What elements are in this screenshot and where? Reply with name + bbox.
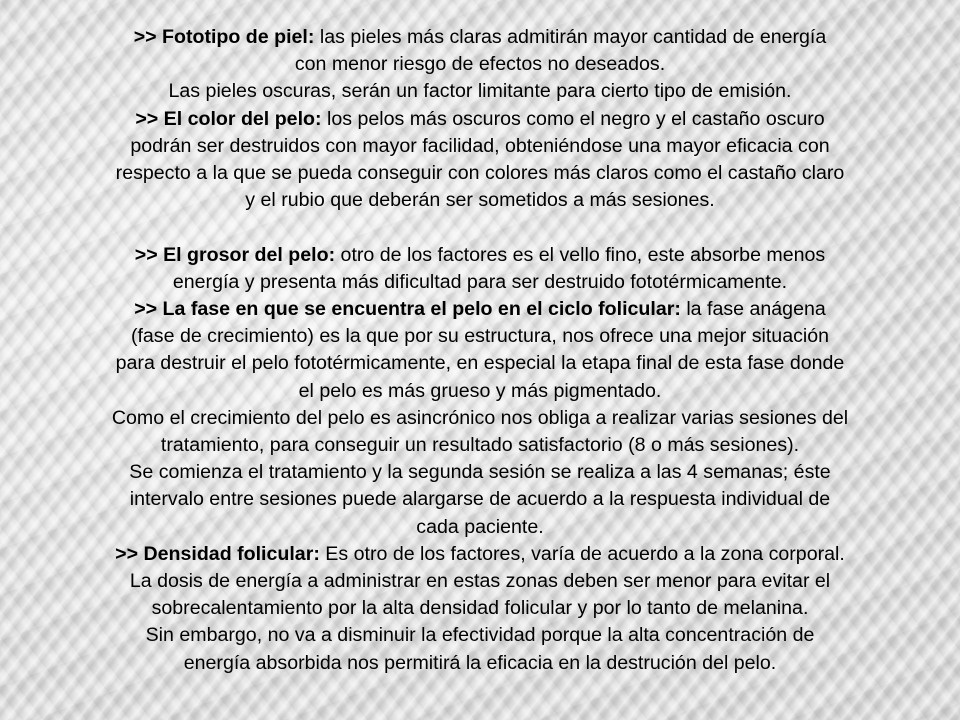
text-line: tratamiento, para conseguir un resultado satisfactorio (8 o más sesiones). bbox=[160, 434, 800, 457]
text-line bbox=[0, 541, 960, 568]
text-line: podrán ser destruidos con mayor facilidad, obteniéndose una mayor eficacia con bbox=[130, 134, 830, 157]
paragraph-fase-folicular bbox=[0, 296, 960, 541]
heading-grosor-pelo: >> El grosor del pelo: bbox=[134, 243, 336, 266]
text-span: otro de los factores es el vello fino, este absorbe menos bbox=[335, 243, 826, 266]
blank-line bbox=[0, 214, 960, 241]
text-line: intervalo entre sesiones puede alargarse de acuerdo a la respuesta individual de bbox=[129, 488, 831, 511]
text-line: Como el crecimiento del pelo es asincrónico nos obliga a realizar varias sesiones del bbox=[111, 406, 849, 429]
text-line bbox=[0, 242, 960, 269]
text-line: con menor riesgo de efectos no deseados. bbox=[294, 53, 666, 76]
paragraph-color-pelo bbox=[0, 106, 960, 215]
text-line: sobrecalentamiento por la alta densidad folicular y por lo tanto de melanina. bbox=[151, 597, 809, 620]
text-span: las pieles más claras admitirán mayor cantidad de energía bbox=[314, 26, 827, 48]
text-line: respecto a la que se pueda conseguir con colores más claros como el castaño claro bbox=[115, 162, 845, 185]
text-line: energía absorbida nos permitirá la eficacia en la destrución del pelo. bbox=[183, 651, 777, 674]
text-line: para destruir el pelo fototérmicamente, en especial la etapa final de esta fase donde bbox=[115, 352, 845, 375]
text-line: cada paciente. bbox=[416, 515, 544, 538]
heading-densidad-folicular: >> Densidad folicular: bbox=[115, 542, 320, 565]
text-line: energía y presenta más dificultad para ser destruido fototérmicamente. bbox=[172, 270, 788, 293]
text-span: la fase anágena bbox=[680, 298, 826, 321]
heading-fototipo: >> Fototipo de piel: bbox=[133, 26, 315, 48]
text-span: Es otro de los factores, varía de acuerdo a la zona corporal. bbox=[319, 542, 845, 565]
text-span: los pelos más oscuros como el negro y el castaño oscuro bbox=[321, 107, 825, 130]
paragraph-fototipo bbox=[0, 24, 960, 106]
paragraph-grosor-pelo bbox=[0, 242, 960, 296]
paragraph-densidad-folicular bbox=[0, 541, 960, 677]
text-line bbox=[0, 106, 960, 133]
text-line: y el rubio que deberán ser sometidos a más sesiones. bbox=[245, 189, 715, 212]
heading-color-pelo: >> El color del pelo: bbox=[135, 107, 322, 130]
text-line: el pelo es más grueso y más pigmentado. bbox=[298, 379, 662, 402]
text-line bbox=[0, 296, 960, 323]
text-line: Las pieles oscuras, serán un factor limitante para cierto tipo de emisión. bbox=[168, 80, 792, 103]
text-line: Se comienza el tratamiento y la segunda sesión se realiza a las 4 semanas; éste bbox=[129, 461, 831, 484]
text-line: (fase de crecimiento) es la que por su estructura, nos ofrece una mejor situación bbox=[130, 325, 830, 348]
text-line bbox=[0, 24, 960, 51]
text-line: La dosis de energía a administrar en estas zonas deben ser menor para evitar el bbox=[129, 570, 831, 593]
text-line: Sin embargo, no va a disminuir la efectividad porque la alta concentración de bbox=[145, 624, 815, 647]
heading-fase-folicular: >> La fase en que se encuentra el pelo en el ciclo folicular: bbox=[134, 298, 681, 321]
